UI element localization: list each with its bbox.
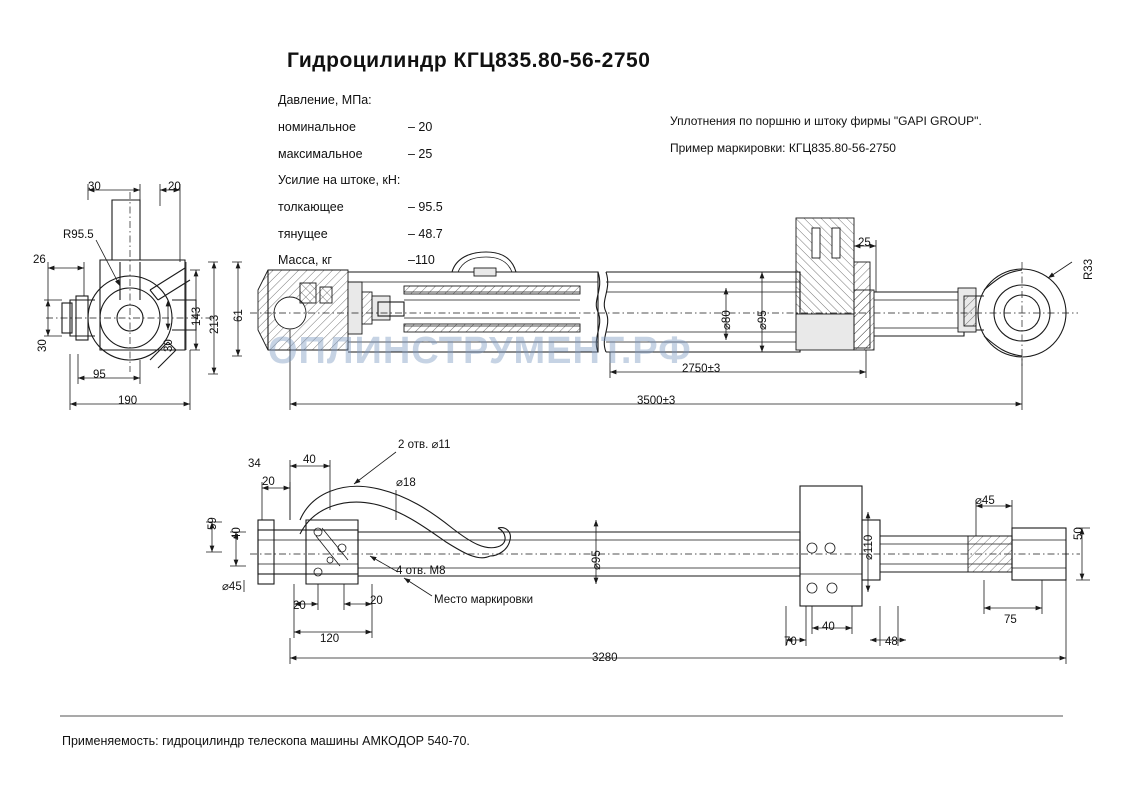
force-value-1: – 48.7 <box>408 227 443 241</box>
pressure-header: Давление, МПа: <box>278 93 372 107</box>
dim-20-b2: 20 <box>370 595 383 607</box>
dim-75: 75 <box>1004 614 1017 626</box>
dim-r33: R33 <box>1083 258 1095 280</box>
dim-total: 3500±3 <box>637 395 676 407</box>
dim-40-left: 40 <box>231 527 243 540</box>
callout-holes-11: 2 отв. ⌀11 <box>398 439 451 451</box>
dim-dia45-left: ⌀45 <box>222 581 242 593</box>
force-label-0: толкающее <box>278 200 344 214</box>
cylinder-section-view <box>250 218 1078 410</box>
dim-left-30: 30 <box>88 181 101 193</box>
dim-143: 143 <box>191 306 203 326</box>
dim-95: 95 <box>93 369 106 381</box>
note-seals: Уплотнения по поршню и штоку фирмы "GAPI GROUP". <box>670 114 982 128</box>
dim-70: 70 <box>784 636 797 648</box>
note-marking-example: Пример маркировки: КГЦ835.80-56-2750 <box>670 141 896 155</box>
dim-40-right: 40 <box>822 621 835 633</box>
mass-label: Масса, кг <box>278 253 332 267</box>
spec-label-1: максимальное <box>278 147 363 161</box>
watermark: ОПЛИНСТРУМЕНТ.РФ <box>268 330 692 372</box>
dim-190: 190 <box>118 395 138 407</box>
dim-20-b1: 20 <box>293 600 306 612</box>
dim-25: 25 <box>858 237 871 249</box>
dim-30a: 30 <box>37 339 49 352</box>
force-label-1: тянущее <box>278 227 328 241</box>
dim-3280: 3280 <box>592 652 618 664</box>
mass-value: –110 <box>408 253 435 267</box>
dim-radius: R95.5 <box>63 229 94 241</box>
dim-120: 120 <box>320 633 340 645</box>
dim-dia95: ⌀95 <box>757 310 769 330</box>
dim-30b: 30 <box>163 339 175 352</box>
dim-dia80: ⌀80 <box>721 310 733 330</box>
callout-marking-place: Место маркировки <box>434 594 534 606</box>
spec-value-0: – 20 <box>408 120 433 134</box>
spec-value-1: – 25 <box>408 147 433 161</box>
dim-left-20: 20 <box>168 181 181 193</box>
dim-dia95-bottom: ⌀95 <box>591 550 603 570</box>
dim-59: 59 <box>207 517 219 530</box>
force-header: Усилие на штоке, кН: <box>278 173 401 187</box>
dim-48: 48 <box>885 636 898 648</box>
spec-label-0: номинальное <box>278 120 356 134</box>
dim-dia18: ⌀18 <box>396 477 416 489</box>
force-value-0: – 95.5 <box>408 200 443 214</box>
dim-61: 61 <box>233 309 245 322</box>
footer-note: Применяемость: гидроцилиндр телескопа машины АМКОДОР 540-70. <box>62 734 470 748</box>
page-title: Гидроцилиндр КГЦ835.80-56-2750 <box>287 49 651 72</box>
dim-40-top: 40 <box>303 454 316 466</box>
dim-34: 34 <box>248 458 261 470</box>
dim-dia110: ⌀110 <box>863 534 875 560</box>
dim-26: 26 <box>33 254 46 266</box>
dim-stroke: 2750±3 <box>682 363 721 375</box>
callout-holes-m8: 4 отв. M8 <box>396 565 446 577</box>
dim-dia45-right: ⌀45 <box>975 495 995 507</box>
dim-50: 50 <box>1073 527 1085 540</box>
dim-20-top: 20 <box>262 476 275 488</box>
dim-213: 213 <box>209 314 221 334</box>
left-end-face-view <box>44 181 242 410</box>
